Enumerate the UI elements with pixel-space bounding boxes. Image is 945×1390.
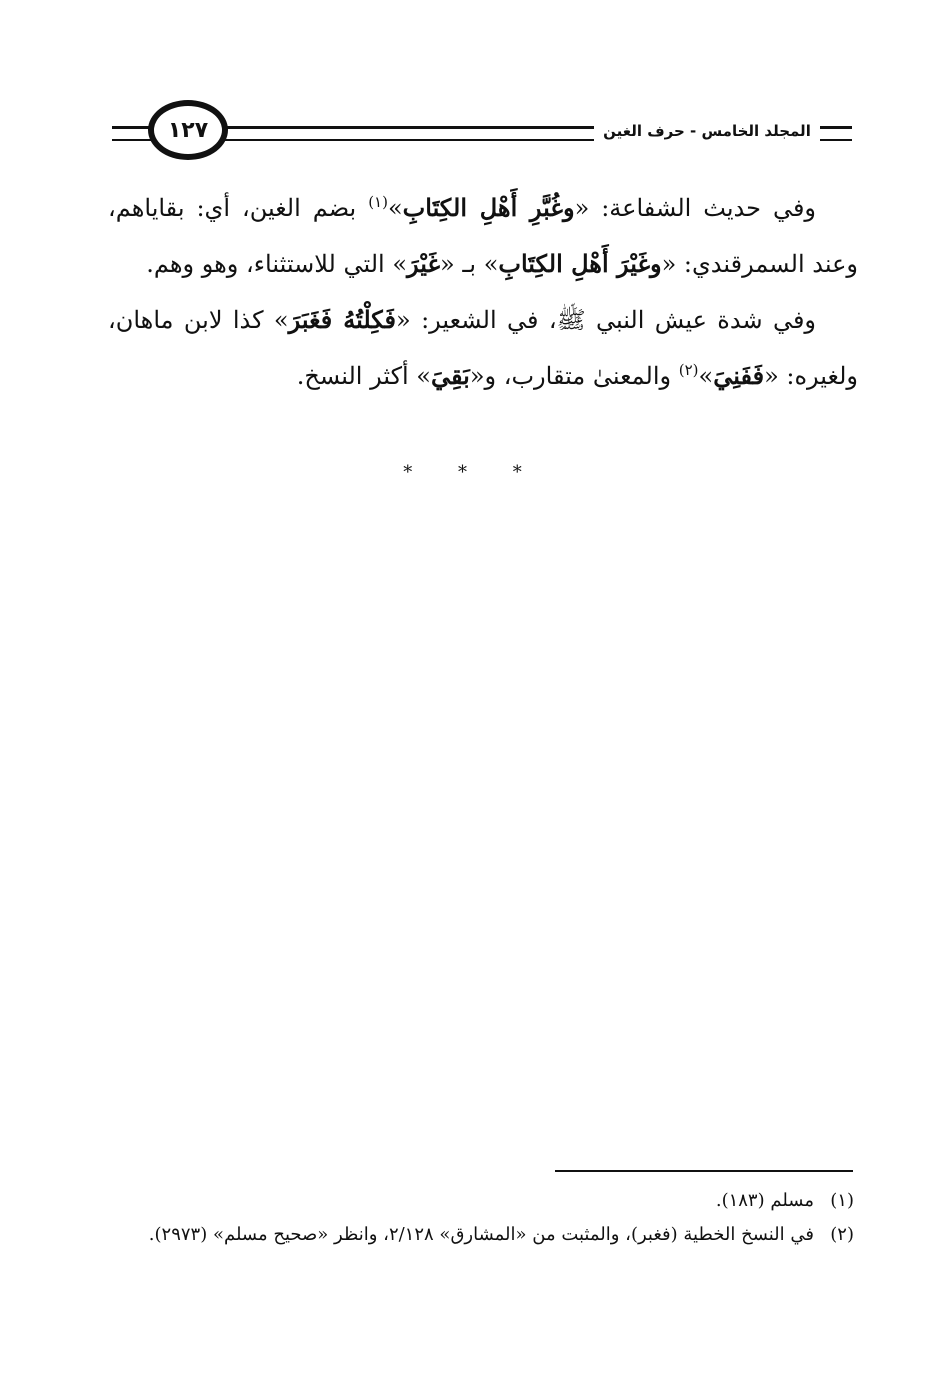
text-run: والمعنىٰ متقارب، و« [469, 362, 679, 390]
page-header [112, 100, 852, 164]
text-run: » [387, 194, 403, 222]
header-rule-left [112, 126, 152, 141]
section-separator: * * * [403, 462, 542, 483]
text-run: » [698, 362, 714, 390]
footnote-number: (١) [830, 1190, 854, 1211]
footnote-ref-1: (١) [368, 193, 388, 211]
text-run: بضم الغين، أي: بقاياهم، وعند السمرقندي: « [108, 194, 858, 278]
bold-term: فَفَنِيَ [713, 361, 765, 390]
footnote-2 [110, 1218, 854, 1252]
text-run: » بـ « [440, 250, 499, 278]
bold-term: وغَيْرَ أَهْلِ الكِتَابِ [498, 249, 662, 278]
bold-term: وغُبَّرِ أَهْلِ الكِتَابِ [402, 193, 575, 222]
footnote-number: (٢) [830, 1224, 854, 1245]
bold-term: غَيْرَ [407, 249, 441, 278]
footnote-text: مسلم (١٨٣). [715, 1190, 814, 1211]
bold-term: فَكِلْتُهُ فَغَبَرَ [288, 305, 397, 334]
paragraph-1 [108, 180, 858, 292]
footnote-ref-2: (٢) [678, 361, 699, 379]
footnotes [110, 1184, 854, 1252]
text-run: وفي حديث الشفاعة: « [574, 194, 817, 222]
text-run: وفي شدة عيش النبي ﷺ، في الشعير: « [396, 306, 817, 334]
footnote-text: في النسخ الخطية (فغبر)، والمثبت من «المشارق» ٢/١٢٨، وانظر «صحيح مسلم» (٢٩٧٣). [148, 1224, 814, 1245]
text-run: » أكثر النسخ. [296, 362, 431, 390]
text-run: » كذا لابن ماهان، ولغيره: « [108, 306, 858, 390]
page-number: ١٢٧ [167, 117, 209, 143]
header-rule-right [820, 126, 852, 141]
text-run: » التي للاستثناء، وهو وهم. [146, 250, 407, 278]
footnote-divider [555, 1170, 853, 1172]
footnote-1 [110, 1184, 854, 1218]
paragraph-2 [108, 292, 858, 404]
page-number-oval [148, 100, 228, 160]
bold-term: بَقِيَ [430, 361, 470, 390]
main-text [108, 180, 858, 404]
running-title: المجلد الخامس - حرف الغين [594, 120, 820, 142]
